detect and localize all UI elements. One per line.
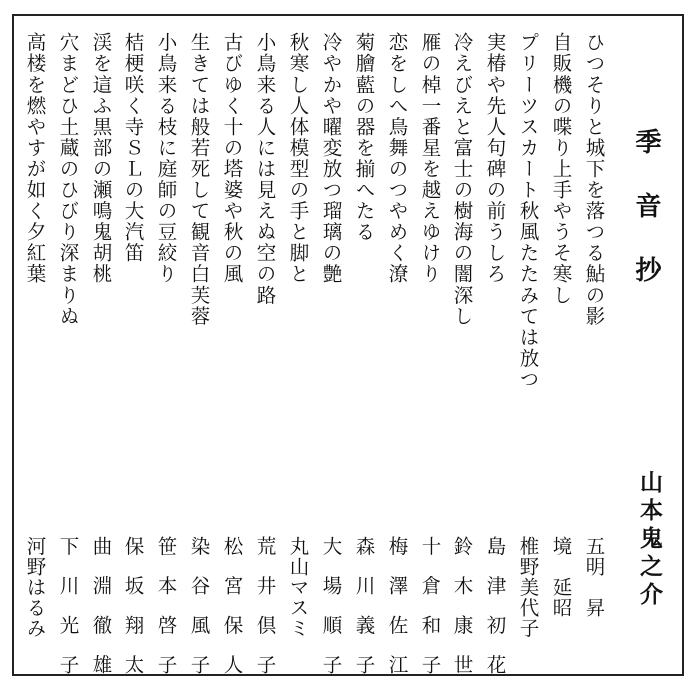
haiku-text: 冷やかや曜変放つ瑠璃の艶 xyxy=(319,32,343,285)
haiku-author: 丸山マスミ xyxy=(286,536,310,639)
haiku-text: 小鳥来る人には見えぬ空の路 xyxy=(253,32,277,306)
haiku-text: 実椿や先人句碑の前うしろ xyxy=(483,32,507,285)
page-title: 季音抄 xyxy=(631,128,661,320)
haiku-author: 染谷風子 xyxy=(187,536,211,694)
haiku-author: 荒井倶子 xyxy=(253,536,277,694)
haiku-author: 梅澤佐江 xyxy=(385,536,409,694)
haiku-author: 笹本啓子 xyxy=(154,536,178,694)
haiku-author: 保坂翔太 xyxy=(121,536,145,694)
haiku-text: 雁の棹一番星を越えゆけり xyxy=(418,32,442,285)
haiku-author: 曲淵徹雄 xyxy=(89,536,113,694)
compiler-name: 山本鬼之介 xyxy=(636,470,662,610)
haiku-text: 古びゆく十の塔婆や秋の風 xyxy=(220,32,244,285)
haiku-text: 冷えびえと富士の樹海の闇深し xyxy=(450,32,474,327)
haiku-text: 菊膾藍の器を揃へたる xyxy=(352,32,376,243)
haiku-text: 桔梗咲く寺ＳＬの大汽笛 xyxy=(121,32,145,264)
haiku-author: 島津初花 xyxy=(483,536,507,694)
haiku-author: 鈴木康世 xyxy=(450,536,474,694)
haiku-author: 大場順子 xyxy=(319,536,343,694)
haiku-text: 生きては般若死して観音白芙蓉 xyxy=(187,32,211,327)
haiku-text: ひつそりと城下を落つる鮎の影 xyxy=(582,32,606,327)
haiku-author: 下川光子 xyxy=(56,536,80,694)
haiku-author: 境 延昭 xyxy=(549,536,573,618)
haiku-author: 松宮保人 xyxy=(220,536,244,694)
haiku-author: 河野はるみ xyxy=(23,536,47,639)
haiku-text: 小鳥来る枝に庭師の豆絞り xyxy=(154,32,178,285)
haiku-text: 穴まどひ土蔵のひびり深まりぬ xyxy=(56,32,80,327)
haiku-text: 渓を這ふ黒部の瀬鳴鬼胡桃 xyxy=(89,32,113,285)
haiku-author: 椎野美代子 xyxy=(516,536,540,639)
haiku-author: 森川義子 xyxy=(352,536,376,694)
haiku-text: 秋寒し人体模型の手と脚と xyxy=(286,32,310,285)
haiku-author: 五明 昇 xyxy=(582,536,606,618)
haiku-text: 自販機の喋り上手やうそ寒し xyxy=(549,32,573,306)
haiku-author: 十倉和子 xyxy=(418,536,442,694)
haiku-text: プリーツスカート秋風たたみては放つ xyxy=(516,32,540,390)
haiku-text: 高楼を燃やすが如く夕紅葉 xyxy=(23,32,47,285)
haiku-text: 恋をしへ鳥舞のつやめく潦 xyxy=(385,32,409,285)
